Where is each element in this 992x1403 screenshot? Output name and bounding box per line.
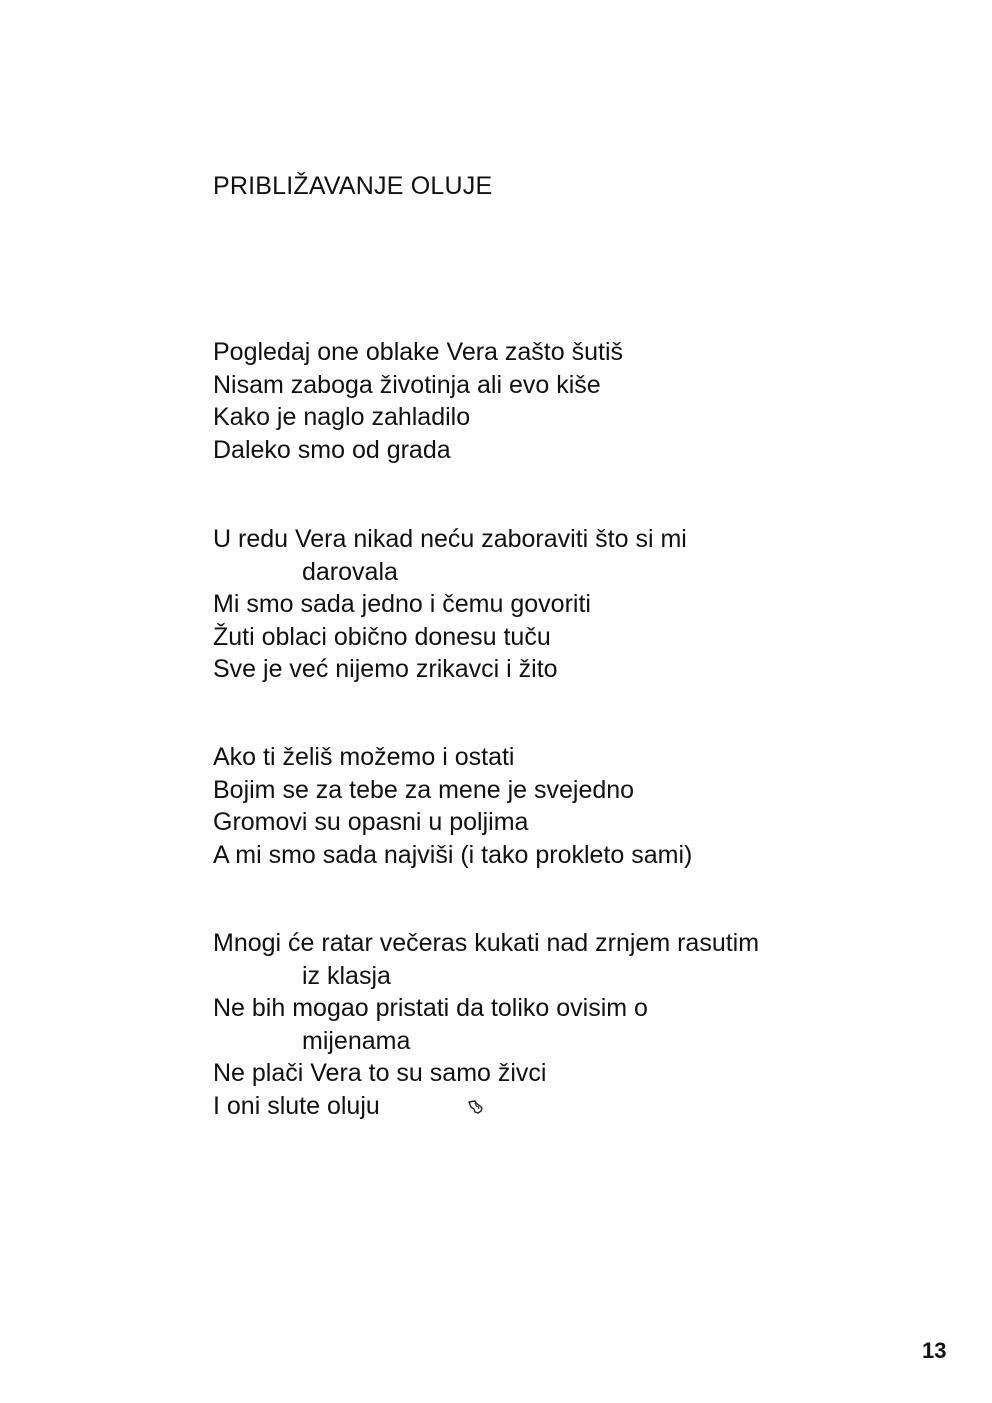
poem-line-text: I oni slute oluju (213, 1091, 380, 1120)
poem-line: Pogledaj one oblake Vera zašto šutiš (213, 338, 623, 366)
poem-line-continuation: mijenama (302, 1026, 411, 1055)
poem-line: Ako ti želiš možemo i ostati (213, 743, 515, 771)
poem-line: Sve je već nijemo zrikavci i žito (213, 655, 558, 683)
hand-mark-icon (466, 1093, 486, 1113)
poem-title: PRIBLIŽAVANJE OLUJE (213, 172, 493, 200)
stanza-1 (213, 336, 913, 466)
poem-line: Daleko smo od grada (213, 435, 451, 464)
poem-line: Mi smo sada jedno i čemu govoriti (213, 590, 591, 618)
poem-line: Bojim se za tebe za mene je svejedno (213, 775, 635, 804)
poem-line: Mnogi će ratar večeras kukati nad zrnjem rasutim (213, 929, 760, 957)
stanza-3 (213, 741, 913, 871)
poem-line: Žuti oblaci obično donesu tuču (213, 622, 551, 651)
poem-line: Ne plači Vera to su samo živci (213, 1059, 547, 1087)
poem-line: U redu Vera nikad neću zaboraviti što si mi (213, 525, 687, 553)
page-number: 13 (922, 1338, 947, 1363)
poem-line: Nisam zaboga životinja ali evo kiše (213, 370, 601, 399)
poem-last-line (213, 1090, 913, 1123)
stanza-2 (213, 523, 913, 686)
poem-line: Ne bih mogao pristati da toliko ovisim o (213, 994, 648, 1022)
stanza-4 (213, 927, 913, 1122)
poem-line: Kako je naglo zahladilo (213, 403, 471, 431)
poem-line-continuation: iz klasja (302, 961, 391, 990)
poem-line: Gromovi su opasni u poljima (213, 808, 529, 836)
poem-line-continuation: darovala (302, 557, 398, 586)
poem-line: A mi smo sada najviši (i tako prokleto sami) (213, 840, 693, 869)
